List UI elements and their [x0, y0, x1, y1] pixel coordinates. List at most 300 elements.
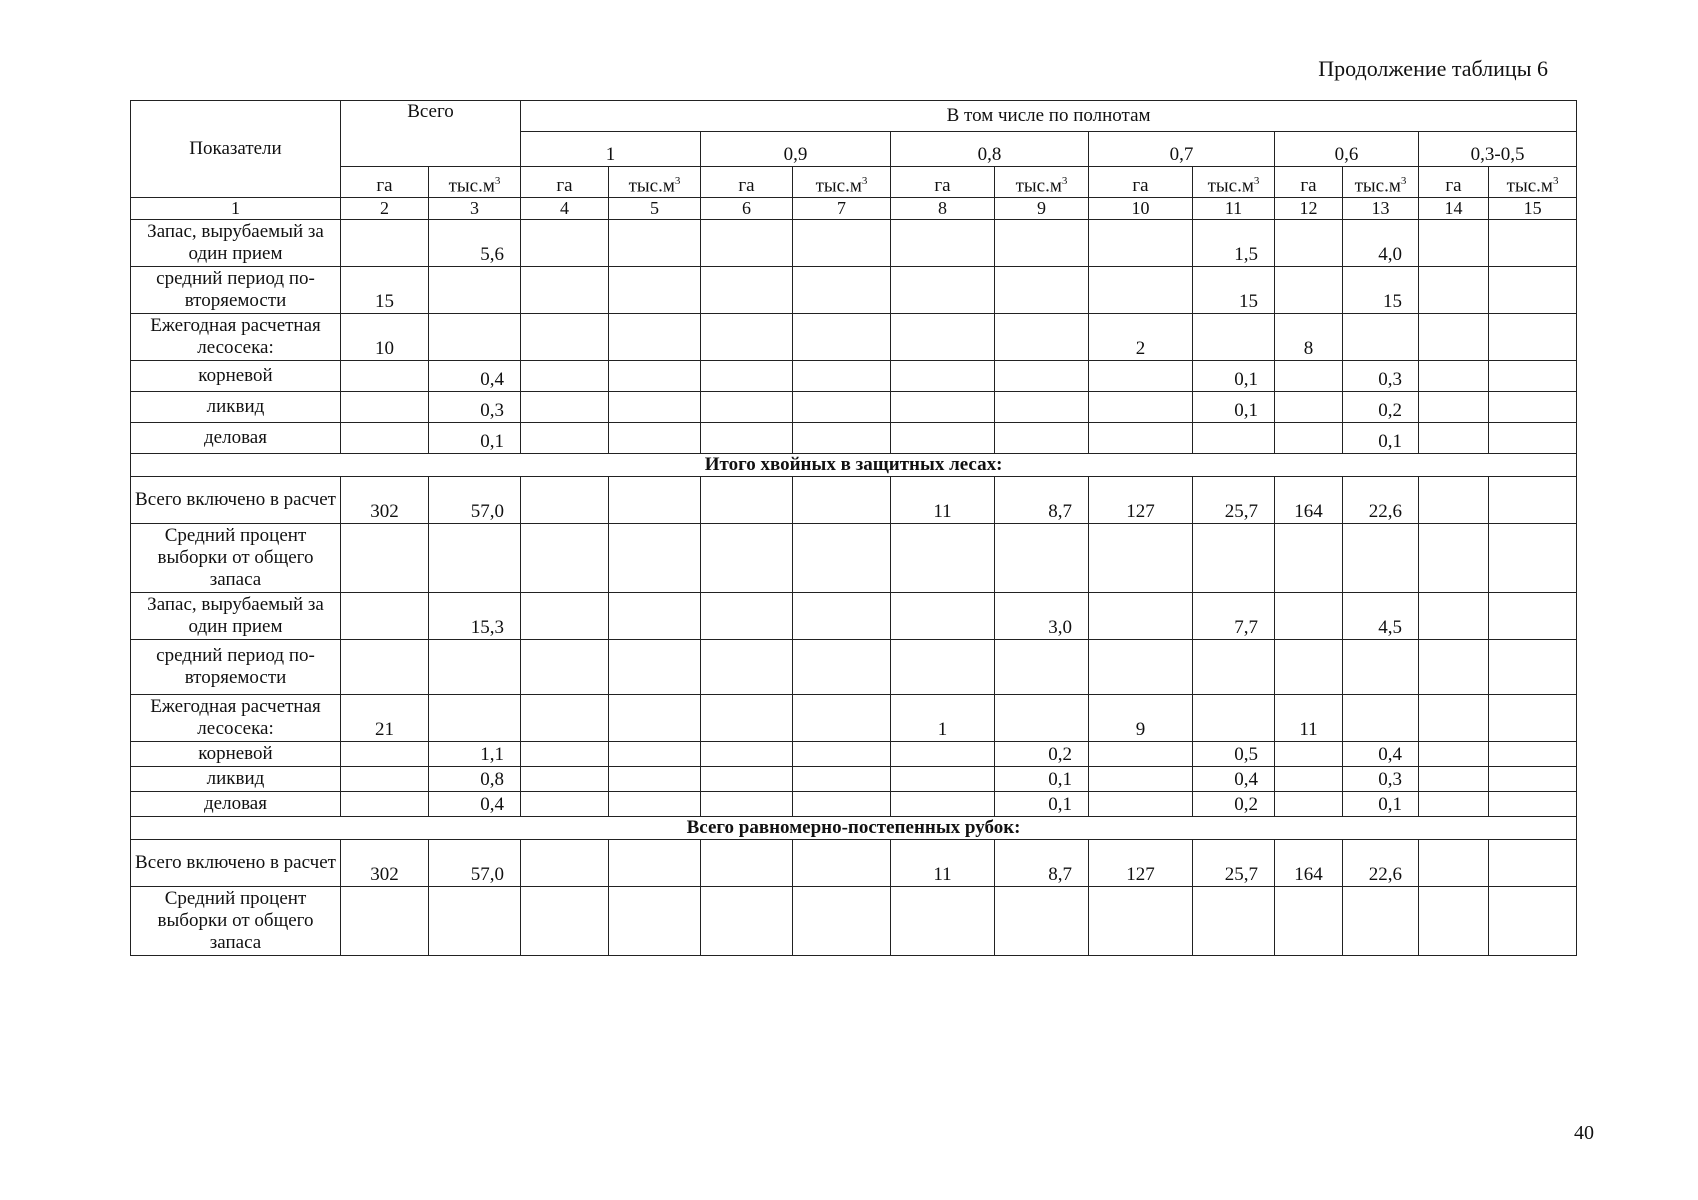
table-row	[131, 476, 1577, 523]
unit-volume-text: тыс.м	[815, 175, 862, 197]
table-cell	[1419, 741, 1489, 766]
table-cell	[793, 839, 891, 886]
table-cell	[1419, 791, 1489, 816]
table-cell	[701, 313, 793, 360]
table-cell	[891, 360, 995, 391]
table-cell	[341, 639, 429, 694]
table-cell	[521, 391, 609, 422]
table-cell: 15	[1343, 266, 1419, 313]
table-cell	[609, 219, 701, 266]
table-cell: 0,1	[1193, 391, 1275, 422]
unit-volume	[609, 167, 701, 198]
table-row	[131, 694, 1577, 741]
table-cell	[1489, 766, 1577, 791]
table-cell	[1275, 639, 1343, 694]
table-cell	[521, 791, 609, 816]
table-cell	[701, 741, 793, 766]
table-cell	[1489, 886, 1577, 955]
column-number: 8	[891, 198, 995, 220]
table-cell: 0,2	[995, 741, 1089, 766]
table-cell	[995, 639, 1089, 694]
table-cell	[1275, 422, 1343, 453]
header-including: В том числе по полнотам	[521, 101, 1577, 132]
table-row	[131, 592, 1577, 639]
column-number: 1	[131, 198, 341, 220]
table-cell	[1089, 266, 1193, 313]
table-cell: 0,1	[995, 766, 1089, 791]
table-cell	[891, 639, 995, 694]
table-cell	[995, 694, 1089, 741]
unit-volume-text: тыс.м	[1015, 175, 1062, 197]
table-cell	[609, 694, 701, 741]
table-cell	[995, 360, 1089, 391]
table-cell: 8,7	[995, 839, 1089, 886]
table-cell	[995, 422, 1089, 453]
table-cell	[995, 523, 1089, 592]
table-cell	[1489, 839, 1577, 886]
table-cell	[609, 639, 701, 694]
unit-volume	[1193, 167, 1275, 198]
table-cell	[1089, 592, 1193, 639]
unit-volume-text: тыс.м	[448, 175, 495, 197]
table-cell	[609, 592, 701, 639]
table-cell	[1419, 839, 1489, 886]
table-cell: 3,0	[995, 592, 1089, 639]
table-cell	[1275, 219, 1343, 266]
unit-ha: га	[891, 167, 995, 198]
table-cell: 22,6	[1343, 476, 1419, 523]
table-cell: 11	[1275, 694, 1343, 741]
table-cell	[341, 523, 429, 592]
table-cell	[521, 639, 609, 694]
table-cell	[995, 313, 1089, 360]
table-cell	[1089, 886, 1193, 955]
column-number: 13	[1343, 198, 1419, 220]
table-cell	[609, 523, 701, 592]
table-cell: 15	[341, 266, 429, 313]
table-row	[131, 219, 1577, 266]
table-cell	[341, 791, 429, 816]
table-cell	[995, 886, 1089, 955]
table-cell	[429, 694, 521, 741]
table-cell: 1	[891, 694, 995, 741]
unit-volume-sup: 3	[1061, 174, 1068, 187]
table-cell	[429, 639, 521, 694]
table-cell	[609, 476, 701, 523]
table-cell	[521, 766, 609, 791]
table-cell	[1489, 360, 1577, 391]
table-cell	[793, 422, 891, 453]
section-row	[131, 816, 1577, 839]
table-cell	[1419, 523, 1489, 592]
table-cell: 0,1	[1343, 422, 1419, 453]
row-label: ликвид	[131, 766, 341, 791]
table-cell	[1489, 266, 1577, 313]
table-cell: 0,4	[429, 791, 521, 816]
unit-ha: га	[1089, 167, 1193, 198]
table-cell: 0,4	[1343, 741, 1419, 766]
table-cell: 0,5	[1193, 741, 1275, 766]
unit-ha: га	[701, 167, 793, 198]
table-cell	[1489, 639, 1577, 694]
table-cell: 1,1	[429, 741, 521, 766]
column-number: 10	[1089, 198, 1193, 220]
table-cell	[1275, 886, 1343, 955]
table-cell	[341, 219, 429, 266]
section-title: Итого хвойных в защитных лесах:	[131, 453, 1577, 476]
table-cell	[891, 219, 995, 266]
table-cell	[1089, 741, 1193, 766]
table-cell	[521, 422, 609, 453]
unit-volume-sup: 3	[1400, 174, 1407, 187]
forestry-table	[130, 100, 1577, 956]
table-cell	[521, 219, 609, 266]
table-cell	[1193, 886, 1275, 955]
row-label: Запас, вырубаемый за один прием	[131, 219, 341, 266]
table-cell	[1419, 219, 1489, 266]
row-label: Ежегодная расчетная лесосека:	[131, 694, 341, 741]
row-label: Запас, вырубаемый за один прием	[131, 592, 341, 639]
table-cell	[341, 391, 429, 422]
table-cell	[995, 219, 1089, 266]
table-cell	[1343, 523, 1419, 592]
table-cell: 10	[341, 313, 429, 360]
table-cell	[701, 422, 793, 453]
table-cell: 302	[341, 839, 429, 886]
table-cell	[891, 523, 995, 592]
table-cell: 9	[1089, 694, 1193, 741]
table-cell: 0,3	[1343, 766, 1419, 791]
header-density: 0,3-0,5	[1419, 132, 1577, 167]
table-cell	[1275, 741, 1343, 766]
table-cell	[793, 313, 891, 360]
unit-volume-sup: 3	[1253, 174, 1260, 187]
table-cell	[1193, 694, 1275, 741]
table-cell	[891, 741, 995, 766]
unit-volume-text: тыс.м	[1506, 175, 1553, 197]
table-cell	[1419, 266, 1489, 313]
table-cell	[609, 266, 701, 313]
table-cell	[1419, 313, 1489, 360]
table-cell	[1089, 766, 1193, 791]
table-cell	[1419, 592, 1489, 639]
table-cell	[1275, 266, 1343, 313]
table-cell	[521, 694, 609, 741]
table-cell	[701, 694, 793, 741]
row-label: корневой	[131, 360, 341, 391]
table-cell	[609, 360, 701, 391]
table-cell	[1275, 592, 1343, 639]
table-cell	[1343, 639, 1419, 694]
table-cell	[793, 391, 891, 422]
table-cell: 0,1	[995, 791, 1089, 816]
table-cell	[1343, 694, 1419, 741]
table-cell: 0,4	[1193, 766, 1275, 791]
table-row	[131, 886, 1577, 955]
table-row	[131, 839, 1577, 886]
unit-ha: га	[1275, 167, 1343, 198]
table-cell: 25,7	[1193, 839, 1275, 886]
unit-volume	[1343, 167, 1419, 198]
table-cell: 164	[1275, 476, 1343, 523]
table-cell: 7,7	[1193, 592, 1275, 639]
table-cell	[341, 886, 429, 955]
unit-volume-sup: 3	[861, 174, 868, 187]
table-cell	[1419, 694, 1489, 741]
table-cell	[341, 741, 429, 766]
section-title: Всего равномерно-постепенных рубок:	[131, 816, 1577, 839]
table-cell	[1089, 391, 1193, 422]
column-number: 7	[793, 198, 891, 220]
header-density: 0,8	[891, 132, 1089, 167]
table-cell	[609, 886, 701, 955]
table-cell	[1419, 886, 1489, 955]
header-density: 0,7	[1089, 132, 1275, 167]
table-cell: 22,6	[1343, 839, 1419, 886]
table-cell	[891, 266, 995, 313]
table-cell: 127	[1089, 476, 1193, 523]
unit-volume	[995, 167, 1089, 198]
table-cell	[1089, 219, 1193, 266]
table-cell	[1089, 639, 1193, 694]
table-cell: 0,3	[1343, 360, 1419, 391]
table-cell	[609, 791, 701, 816]
table-cell	[429, 266, 521, 313]
table-cell	[521, 266, 609, 313]
table-cell	[1419, 766, 1489, 791]
table-cell	[1419, 639, 1489, 694]
header-density: 0,9	[701, 132, 891, 167]
table-cell	[1419, 391, 1489, 422]
table-cell	[521, 360, 609, 391]
table-row	[131, 422, 1577, 453]
row-label: деловая	[131, 422, 341, 453]
table-cell	[793, 360, 891, 391]
table-cell	[609, 422, 701, 453]
table-cell	[891, 791, 995, 816]
column-number: 4	[521, 198, 609, 220]
table-cell	[701, 839, 793, 886]
table-cell	[1193, 639, 1275, 694]
table-cell	[701, 523, 793, 592]
unit-volume-sup: 3	[1552, 174, 1559, 187]
table-cell	[1089, 791, 1193, 816]
table-cell	[1089, 360, 1193, 391]
column-number: 6	[701, 198, 793, 220]
table-cell	[1275, 791, 1343, 816]
unit-ha: га	[341, 167, 429, 198]
table-cell	[1489, 592, 1577, 639]
table-cell: 127	[1089, 839, 1193, 886]
table-cell	[1343, 886, 1419, 955]
row-label: Средний процент выборки от общего запаса	[131, 523, 341, 592]
table-cell: 57,0	[429, 839, 521, 886]
table-cell: 11	[891, 839, 995, 886]
table-cell	[891, 422, 995, 453]
table-cell: 0,2	[1343, 391, 1419, 422]
unit-volume-text: тыс.м	[1207, 175, 1254, 197]
table-cell: 0,1	[1343, 791, 1419, 816]
table-caption: Продолжение таблицы 6	[1318, 56, 1548, 81]
table-cell: 5,6	[429, 219, 521, 266]
table-cell	[341, 422, 429, 453]
table-cell: 15,3	[429, 592, 521, 639]
column-number: 2	[341, 198, 429, 220]
table-cell: 0,1	[1193, 360, 1275, 391]
table-cell	[341, 592, 429, 639]
table-cell	[609, 741, 701, 766]
table-cell	[521, 839, 609, 886]
table-cell	[891, 391, 995, 422]
header-total: Всего	[341, 101, 521, 167]
table-row	[131, 741, 1577, 766]
table-row	[131, 791, 1577, 816]
table-cell	[1089, 422, 1193, 453]
unit-volume	[429, 167, 521, 198]
table-cell	[793, 766, 891, 791]
table-cell	[1489, 422, 1577, 453]
unit-ha: га	[1419, 167, 1489, 198]
row-label: средний период по-вторяемости	[131, 639, 341, 694]
table-cell: 164	[1275, 839, 1343, 886]
table-cell	[891, 766, 995, 791]
table-cell	[793, 886, 891, 955]
column-number: 11	[1193, 198, 1275, 220]
header-indicators: Показатели	[131, 101, 341, 198]
table-row	[131, 313, 1577, 360]
table-cell	[793, 639, 891, 694]
table-row	[131, 766, 1577, 791]
table-cell	[429, 886, 521, 955]
table-cell: 0,1	[429, 422, 521, 453]
table-cell	[521, 592, 609, 639]
row-label: Всего включено в расчет	[131, 476, 341, 523]
table-cell	[1489, 523, 1577, 592]
table-cell	[701, 886, 793, 955]
table-cell	[1193, 313, 1275, 360]
unit-volume	[1489, 167, 1577, 198]
table-cell	[793, 694, 891, 741]
table-cell	[521, 741, 609, 766]
table-cell: 0,8	[429, 766, 521, 791]
table-cell	[1275, 360, 1343, 391]
table-cell	[1489, 391, 1577, 422]
table-row	[131, 266, 1577, 313]
column-number: 9	[995, 198, 1089, 220]
column-number: 3	[429, 198, 521, 220]
row-label: корневой	[131, 741, 341, 766]
column-number: 14	[1419, 198, 1489, 220]
table-cell: 11	[891, 476, 995, 523]
table-cell	[891, 313, 995, 360]
table-cell: 0,3	[429, 391, 521, 422]
row-label: Всего включено в расчет	[131, 839, 341, 886]
table-cell	[429, 523, 521, 592]
table-cell	[891, 886, 995, 955]
section-row	[131, 453, 1577, 476]
table-cell	[609, 391, 701, 422]
row-label: средний период по-вторяемости	[131, 266, 341, 313]
table-cell	[793, 741, 891, 766]
table-cell: 8,7	[995, 476, 1089, 523]
unit-volume-sup: 3	[494, 174, 501, 187]
table-cell	[609, 313, 701, 360]
column-number: 5	[609, 198, 701, 220]
table-cell	[341, 766, 429, 791]
header-density: 0,6	[1275, 132, 1419, 167]
table-cell	[1489, 476, 1577, 523]
table-cell: 8	[1275, 313, 1343, 360]
table-cell	[1419, 476, 1489, 523]
unit-volume-text: тыс.м	[1354, 175, 1401, 197]
row-label: Средний процент выборки от общего запаса	[131, 886, 341, 955]
table-cell	[701, 360, 793, 391]
unit-ha: га	[521, 167, 609, 198]
table-cell	[1275, 391, 1343, 422]
table-cell	[701, 476, 793, 523]
table-cell	[1489, 219, 1577, 266]
table-cell	[521, 886, 609, 955]
table-cell: 25,7	[1193, 476, 1275, 523]
table-cell: 0,2	[1193, 791, 1275, 816]
column-number: 12	[1275, 198, 1343, 220]
table-cell: 15	[1193, 266, 1275, 313]
table-row	[131, 391, 1577, 422]
table-cell	[701, 391, 793, 422]
column-number: 15	[1489, 198, 1577, 220]
table-cell	[1275, 523, 1343, 592]
table-cell	[1419, 422, 1489, 453]
table-cell	[341, 360, 429, 391]
table-cell	[701, 266, 793, 313]
table-cell	[521, 476, 609, 523]
table-cell	[1275, 766, 1343, 791]
table-cell	[1489, 791, 1577, 816]
table-cell	[793, 791, 891, 816]
table-cell	[1419, 360, 1489, 391]
unit-volume-text: тыс.м	[628, 175, 675, 197]
table-cell: 1,5	[1193, 219, 1275, 266]
row-label: ликвид	[131, 391, 341, 422]
table-cell	[793, 523, 891, 592]
table-cell: 4,5	[1343, 592, 1419, 639]
table-cell: 0,4	[429, 360, 521, 391]
table-cell	[701, 791, 793, 816]
table-cell	[793, 219, 891, 266]
table-cell	[995, 266, 1089, 313]
table-cell: 21	[341, 694, 429, 741]
table-cell	[995, 391, 1089, 422]
page-number: 40	[1574, 1122, 1594, 1144]
header-density: 1	[521, 132, 701, 167]
table-cell	[1489, 694, 1577, 741]
table-cell	[1343, 313, 1419, 360]
table-cell	[701, 766, 793, 791]
table-cell	[521, 313, 609, 360]
table-cell	[1489, 313, 1577, 360]
table-row	[131, 523, 1577, 592]
unit-volume-sup: 3	[674, 174, 681, 187]
table-cell	[891, 592, 995, 639]
table-cell	[701, 592, 793, 639]
table-cell	[1489, 741, 1577, 766]
table-cell	[793, 266, 891, 313]
table-cell	[1193, 523, 1275, 592]
table-cell	[521, 523, 609, 592]
table-cell	[609, 766, 701, 791]
unit-volume	[793, 167, 891, 198]
table-cell	[1193, 422, 1275, 453]
